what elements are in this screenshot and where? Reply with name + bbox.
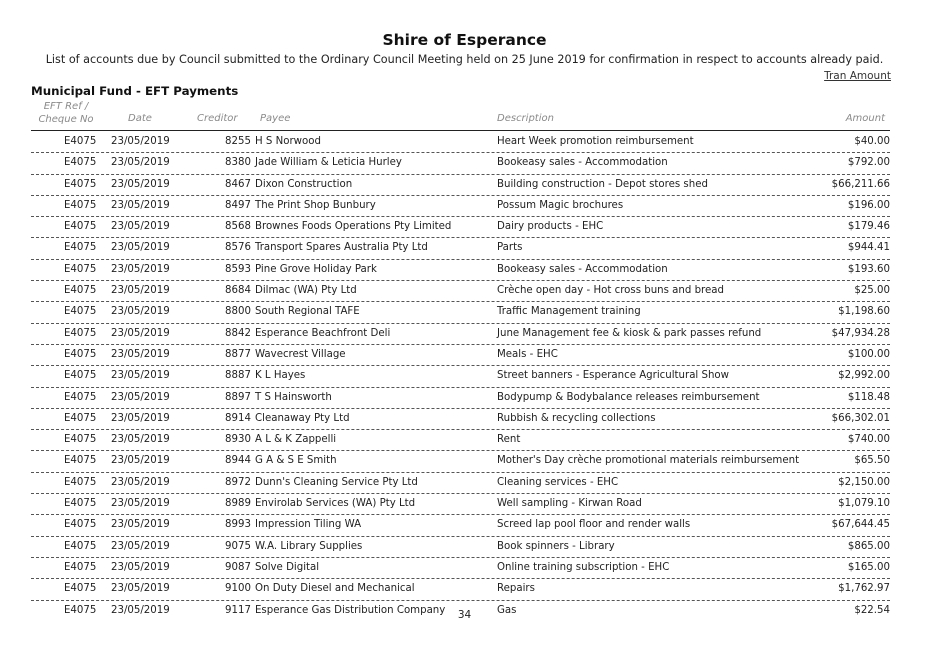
cell-date: 23/05/2019 — [111, 561, 170, 573]
cell-ref: E4075 — [64, 306, 97, 318]
cell-description: Cleaning services - EHC — [497, 476, 619, 488]
cell-ref: E4075 — [64, 285, 97, 297]
cell-ref: E4075 — [64, 498, 97, 510]
table-row — [31, 281, 890, 302]
cell-ref: E4075 — [64, 221, 97, 233]
cell-date: 23/05/2019 — [111, 434, 170, 446]
cell-payee: Esperance Gas Distribution Company — [255, 604, 446, 616]
column-header-description: Description — [497, 113, 554, 124]
cell-description: Heart Week promotion reimbursement — [497, 136, 694, 147]
cell-date: 23/05/2019 — [111, 306, 170, 318]
column-header-date: Date — [128, 113, 152, 124]
table-row — [31, 175, 890, 196]
cell-creditor: 8993 — [225, 519, 251, 531]
cell-payee: Cleanaway Pty Ltd — [255, 412, 350, 424]
cell-payee: Solve Digital — [255, 561, 320, 573]
cell-payee: T S Hainsworth — [255, 391, 332, 403]
cell-ref: E4075 — [64, 561, 97, 573]
cell-creditor: 8842 — [225, 327, 251, 339]
cell-creditor: 9087 — [225, 561, 251, 573]
cell-amount: $1,762.97 — [838, 583, 890, 595]
cell-amount: $22.54 — [854, 604, 890, 616]
cell-creditor: 8944 — [225, 455, 251, 467]
cell-description: Book spinners - Library — [497, 540, 615, 552]
table-row — [31, 430, 890, 451]
column-header-ref: EFT Ref / Cheque No — [38, 101, 94, 125]
cell-amount: $2,150.00 — [838, 476, 890, 488]
cell-amount: $865.00 — [847, 540, 890, 552]
cell-payee: G A & S E Smith — [255, 455, 337, 467]
page-title: Shire of Esperance — [382, 31, 547, 49]
table-row — [31, 451, 890, 472]
cell-creditor: 8877 — [225, 348, 251, 360]
cell-description: Online training subscription - EHC — [497, 561, 670, 573]
cell-description: Building construction - Depot stores shed — [497, 178, 708, 190]
cell-amount: $193.60 — [847, 263, 890, 275]
cell-creditor: 8467 — [225, 178, 251, 190]
cell-date: 23/05/2019 — [111, 370, 170, 382]
cell-creditor: 9100 — [225, 583, 251, 595]
cell-creditor: 8576 — [225, 242, 251, 254]
section-heading: Municipal Fund - EFT Payments — [31, 84, 239, 98]
cell-ref: E4075 — [64, 412, 97, 424]
cell-payee: The Print Shop Bunbury — [255, 199, 376, 211]
tran-amount-label: Tran Amount — [824, 70, 891, 82]
table-row — [31, 473, 890, 494]
cell-date: 23/05/2019 — [111, 157, 170, 169]
cell-ref: E4075 — [64, 178, 97, 190]
cell-amount: $179.46 — [847, 221, 890, 233]
cell-amount: $1,198.60 — [838, 306, 890, 318]
cell-amount: $165.00 — [847, 561, 890, 573]
cell-date: 23/05/2019 — [111, 242, 170, 254]
cell-amount: $118.48 — [847, 391, 890, 403]
cell-description: Traffic Management training — [497, 306, 641, 318]
cell-amount: $100.00 — [847, 348, 890, 360]
table-row — [31, 260, 890, 281]
cell-payee: H S Norwood — [255, 136, 321, 147]
cell-creditor: 8497 — [225, 199, 251, 211]
cell-description: Bookeasy sales - Accommodation — [497, 263, 668, 275]
cell-payee: K L Hayes — [255, 370, 306, 382]
cell-description: Gas — [497, 604, 517, 616]
cell-creditor: 8914 — [225, 412, 251, 424]
table-row — [31, 196, 890, 217]
cell-payee: Envirolab Services (WA) Pty Ltd — [255, 498, 416, 510]
cell-ref: E4075 — [64, 157, 97, 169]
table-row — [31, 217, 890, 238]
table-row — [31, 409, 890, 430]
table-row — [31, 515, 890, 536]
cell-description: Street banners - Esperance Agricultural Show — [497, 370, 729, 382]
cell-description: Mother's Day crèche promotional materials reimbursement — [497, 455, 800, 467]
cell-creditor: 8897 — [225, 391, 251, 403]
cell-description: Meals - EHC — [497, 348, 558, 360]
page-number: 34 — [457, 609, 472, 621]
table-row — [31, 153, 890, 174]
cell-description: June Management fee & kiosk & park passes refund — [497, 327, 762, 339]
cell-date: 23/05/2019 — [111, 285, 170, 297]
cell-amount: $944.41 — [847, 242, 890, 254]
table-row — [31, 537, 890, 558]
cell-date: 23/05/2019 — [111, 199, 170, 211]
cell-payee: Brownes Foods Operations Pty Limited — [255, 221, 452, 233]
header-divider — [31, 130, 890, 131]
cell-date: 23/05/2019 — [111, 327, 170, 339]
cell-payee: Dunn's Cleaning Service Pty Ltd — [255, 476, 418, 488]
cell-amount: $1,079.10 — [838, 498, 890, 510]
cell-date: 23/05/2019 — [111, 455, 170, 467]
cell-date: 23/05/2019 — [111, 519, 170, 531]
cell-payee: Transport Spares Australia Pty Ltd — [255, 242, 428, 254]
table-row — [31, 238, 890, 259]
cell-date: 23/05/2019 — [111, 391, 170, 403]
column-header-amount: Amount — [845, 113, 885, 124]
cell-amount: $792.00 — [847, 157, 890, 169]
cell-creditor: 8972 — [225, 476, 251, 488]
cell-amount: $40.00 — [854, 136, 890, 147]
cell-date: 23/05/2019 — [111, 476, 170, 488]
column-header-creditor: Creditor — [197, 113, 238, 124]
cell-payee: Esperance Beachfront Deli — [255, 327, 391, 339]
cell-amount: $66,302.01 — [831, 412, 890, 424]
table-row — [31, 345, 890, 366]
cell-description: Bodypump & Bodybalance releases reimbursement — [497, 391, 760, 403]
cell-payee: Jade William & Leticia Hurley — [255, 157, 402, 169]
cell-description: Rent — [497, 434, 521, 446]
cell-amount: $47,934.28 — [831, 327, 890, 339]
cell-payee: A L & K Zappelli — [255, 434, 337, 446]
cell-amount: $66,211.66 — [831, 178, 890, 190]
cell-ref: E4075 — [64, 455, 97, 467]
cell-date: 23/05/2019 — [111, 348, 170, 360]
cell-description: Parts — [497, 242, 523, 254]
cell-description: Well sampling - Kirwan Road — [497, 498, 642, 510]
cell-ref: E4075 — [64, 476, 97, 488]
table-row — [31, 558, 890, 579]
cell-amount: $25.00 — [854, 285, 890, 297]
cell-description: Rubbish & recycling collections — [497, 412, 656, 424]
cell-date: 23/05/2019 — [111, 540, 170, 552]
cell-ref: E4075 — [64, 391, 97, 403]
cell-payee: South Regional TAFE — [255, 306, 360, 318]
cell-ref: E4075 — [64, 604, 97, 616]
table-row — [31, 302, 890, 323]
cell-payee: Impression Tiling WA — [255, 519, 362, 531]
cell-description: Screed lap pool floor and render walls — [497, 519, 691, 531]
table-header — [0, 100, 929, 130]
cell-payee: On Duty Diesel and Mechanical — [255, 583, 415, 595]
cell-payee: W.A. Library Supplies — [255, 540, 363, 552]
cell-description: Repairs — [497, 583, 535, 595]
cell-amount: $196.00 — [847, 199, 890, 211]
table-row — [31, 132, 890, 153]
column-header-payee: Payee — [260, 113, 291, 124]
table-row — [31, 366, 890, 387]
cell-ref: E4075 — [64, 583, 97, 595]
cell-ref: E4075 — [64, 327, 97, 339]
table-row — [31, 388, 890, 409]
cell-date: 23/05/2019 — [111, 263, 170, 275]
cell-amount: $67,644.45 — [831, 519, 890, 531]
cell-ref: E4075 — [64, 370, 97, 382]
cell-ref: E4075 — [64, 348, 97, 360]
payments-table — [31, 132, 890, 621]
cell-creditor: 8989 — [225, 498, 251, 510]
table-row — [31, 494, 890, 515]
table-row — [31, 579, 890, 600]
cell-date: 23/05/2019 — [111, 178, 170, 190]
cell-description: Dairy products - EHC — [497, 221, 604, 233]
cell-ref: E4075 — [64, 519, 97, 531]
cell-ref: E4075 — [64, 540, 97, 552]
table-row — [31, 324, 890, 345]
cell-amount: $2,992.00 — [838, 370, 890, 382]
cell-description: Bookeasy sales - Accommodation — [497, 157, 668, 169]
cell-date: 23/05/2019 — [111, 583, 170, 595]
cell-description: Possum Magic brochures — [497, 199, 624, 211]
cell-creditor: 9117 — [225, 604, 251, 616]
cell-creditor: 8568 — [225, 221, 251, 233]
cell-payee: Dilmac (WA) Pty Ltd — [255, 285, 357, 297]
cell-ref: E4075 — [64, 242, 97, 254]
cell-date: 23/05/2019 — [111, 498, 170, 510]
cell-date: 23/05/2019 — [111, 221, 170, 233]
cell-payee: Wavecrest Village — [255, 348, 346, 360]
cell-creditor: 8800 — [225, 306, 251, 318]
cell-creditor: 8380 — [225, 157, 251, 169]
cell-date: 23/05/2019 — [111, 412, 170, 424]
cell-ref: E4075 — [64, 199, 97, 211]
cell-creditor: 9075 — [225, 540, 251, 552]
cell-creditor: 8887 — [225, 370, 251, 382]
cell-creditor: 8930 — [225, 434, 251, 446]
cell-creditor: 8593 — [225, 263, 251, 275]
cell-date: 23/05/2019 — [111, 136, 170, 147]
cell-amount: $65.50 — [854, 455, 890, 467]
cell-creditor: 8684 — [225, 285, 251, 297]
cell-payee: Dixon Construction — [255, 178, 353, 190]
cell-ref: E4075 — [64, 434, 97, 446]
cell-payee: Pine Grove Holiday Park — [255, 263, 377, 275]
cell-date: 23/05/2019 — [111, 604, 170, 616]
cell-ref: E4075 — [64, 263, 97, 275]
cell-description: Crèche open day - Hot cross buns and bread — [497, 285, 724, 297]
page-subtitle: List of accounts due by Council submitted to the Ordinary Council Meeting held on 25 June 2019 for confirmation in respect to accounts already paid. — [45, 53, 884, 66]
cell-ref: E4075 — [64, 136, 97, 147]
cell-amount: $740.00 — [847, 434, 890, 446]
cell-creditor: 8255 — [225, 136, 251, 147]
